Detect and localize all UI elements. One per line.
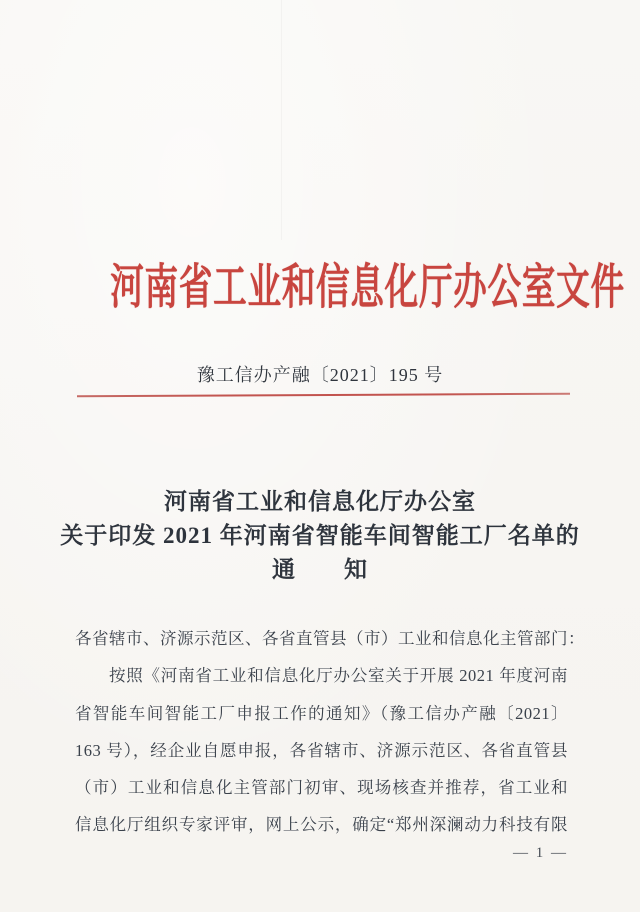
body-line: 163 号），经企业自愿申报，各省辖市、济源示范区、各省直管县 [75,740,568,760]
body-line: 按照《河南省工业和信息化厅办公室关于开展 2021 年度河南 [109,666,568,686]
body-line: 信息化厅组织专家评审，网上公示，确定“郑州深澜动力科技有限 [75,815,568,835]
notice-body [75,620,585,844]
document-reference-number: 豫工信办产融〔2021〕195 号 [196,365,444,385]
notice-title-line-2: 关于印发 2021 年河南省智能车间智能工厂名单的 [60,523,580,548]
body-salutation: 各省辖市、济源示范区、各省直管县（市）工业和信息化主管部门： [75,629,585,648]
letterhead-banner-text: 河南省工业和信息化厅办公室文件 [110,261,625,314]
letterhead-divider-rule [77,393,570,398]
notice-title-line-1: 河南省工业和信息化厅办公室 [164,489,476,514]
page-number: — 1 — [513,845,568,861]
body-line: （市）工业和信息化主管部门初审、现场核查并推荐，省工业和 [75,778,568,798]
notice-title [40,485,600,587]
notice-title-line-3: 通 知 [272,557,368,582]
paper-fold-line [281,0,282,240]
letterhead-banner [0,248,640,317]
body-line: 省智能车间智能工厂申报工作的通知》（豫工信办产融〔2021〕 [75,703,568,723]
